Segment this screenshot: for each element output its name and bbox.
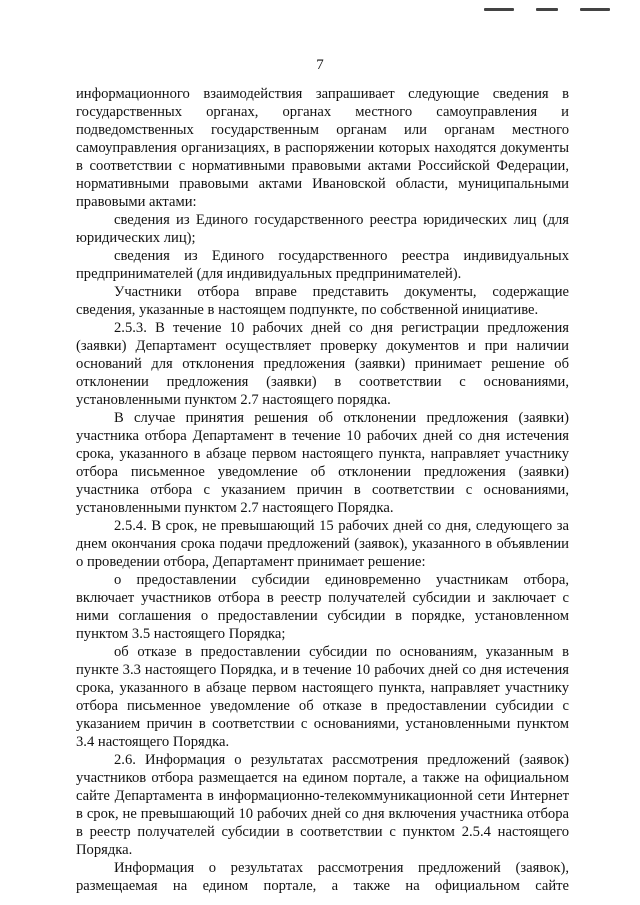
paragraph-continuation: информационного взаимодействия запрашивает следующие сведения в государственных органах, органах местного самоуправления и подведомственных государственным органам или органам местного самоуправления организациях, в распоряжении которых находятся документы в соответствии с нормативными правовыми актами Российской Федерации, нормативными правовыми актами Ивановской области, муниципальными правовыми актами: xyxy=(76,86,569,210)
paragraph: Участники отбора вправе представить документы, содержащие сведения, указанные в настоящем подпункте, по собственной инициативе. xyxy=(76,284,569,318)
paragraph: В случае принятия решения об отклонении предложения (заявки) участника отбора Департамент в течение 10 рабочих дней со дня истечения срока, указанного в абзаце первом настоящего пункта, направляет участнику отбора письменное уведомление об отклонении предложения (заявки) участника отбора с указанием причин в соответствии с основаниями, установленными пунктом 2.7 настоящего Порядка. xyxy=(76,410,569,516)
scan-mark xyxy=(580,8,610,11)
page-number: 7 xyxy=(316,57,324,73)
paragraph-clause-2-5-4: 2.5.4. В срок, не превышающий 15 рабочих дней со дня, следующего за днем окончания срока подачи предложений (заявок), указанного в объявлении о проведении отбора, Департамент принимает решение: xyxy=(76,518,569,570)
body-text xyxy=(76,85,569,895)
paragraph-list-item: сведения из Единого государственного реестра юридических лиц (для юридических лиц); xyxy=(76,212,569,246)
paragraph-list-item: о предоставлении субсидии единовременно участникам отбора, включает участников отбора в реестр получателей субсидии и заключает с ними соглашения о предоставлении субсидии в порядке, установленном пунктом 3.5 настоящего Порядка; xyxy=(76,572,569,642)
paragraph-continues: Информация о результатах рассмотрения предложений (заявок), размещаемая на едином портале, а также на официальном сайте xyxy=(76,860,569,894)
paragraph-clause-2-6: 2.6. Информация о результатах рассмотрения предложений (заявок) участников отбора размещается на едином портале, а также на официальном сайте Департамента в информационно-телекоммуникационной сети Интернет в срок, не превышающий 10 рабочих дней со дня включения участника отбора в реестр получателей субсидии в соответствии с пунктом 2.5.4 настоящего Порядка. xyxy=(76,752,569,858)
paragraph-list-item: об отказе в предоставлении субсидии по основаниям, указанным в пункте 3.3 настоящего Порядка, и в течение 10 рабочих дней со дня истечения срока, указанного в абзаце первом настоящего пункта, направляет участнику отбора письменное уведомление об отказе в предоставлении субсидии с указанием причин в соответствии с основаниями, установленными пунктом 3.4 настоящего Порядка. xyxy=(76,644,569,750)
scan-mark xyxy=(484,8,514,11)
paragraph-clause-2-5-3: 2.5.3. В течение 10 рабочих дней со дня регистрации предложения (заявки) Департамент осуществляет проверку документов и при наличии оснований для отклонения предложения (заявки) принимает решение об отклонении предложения (заявки) в соответствии с основаниями, установленными пунктом 2.7 настоящего порядка. xyxy=(76,320,569,408)
scan-header-marks xyxy=(484,8,610,11)
scan-mark xyxy=(536,8,558,11)
paragraph-list-item: сведения из Единого государственного реестра индивидуальных предпринимателей (для индивидуальных предпринимателей). xyxy=(76,248,569,282)
